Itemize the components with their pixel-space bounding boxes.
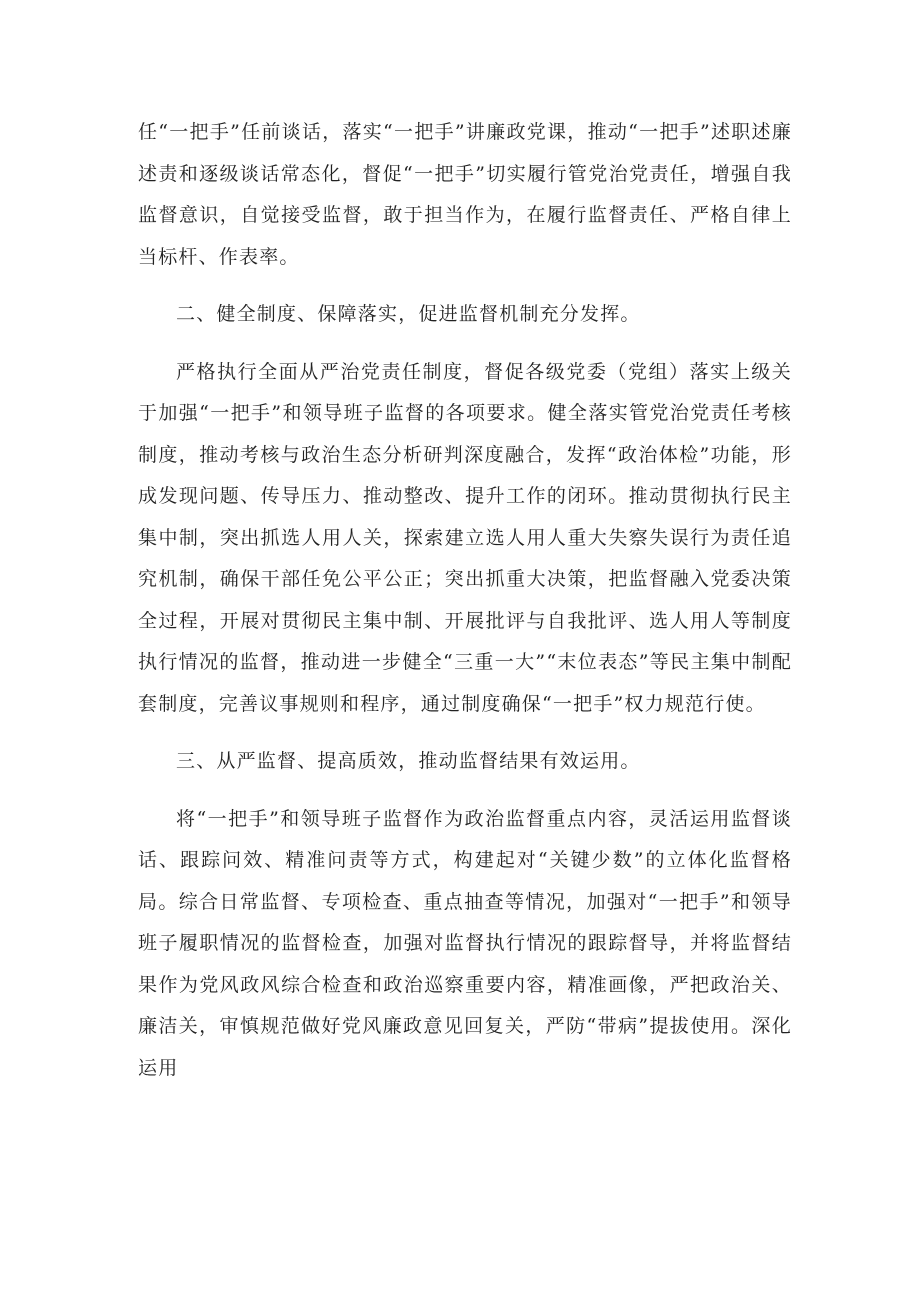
paragraph-gap: [138, 783, 792, 799]
paragraph-gap: [138, 278, 792, 294]
paragraph-gap: [138, 725, 792, 741]
document-body: [138, 112, 792, 1089]
section-heading-3: 三、从严监督、提高质效，推动监督结果有效运用。: [176, 750, 641, 772]
paragraph-gap: [138, 336, 792, 352]
paragraph-continuation: 任“一把手”任前谈话，落实“一把手”讲廉政党课，推动“一把手”述职述廉述责和逐级谈话常态化，督促“一把手”切实履行管党治党责任，增强自我监督意识，自觉接受监督，敢于担当作为，在履行监督责任、严格自律上当标杆、作表率。: [138, 121, 792, 268]
paragraph-body-2: 严格执行全面从严治党责任制度，督促各级党委（党组）落实上级关于加强“一把手”和领导班子监督的各项要求。健全落实管党治党责任考核制度，推动考核与政治生态分析研判深度融合，发挥“政治体检”功能，形成发现问题、传导压力、推动整改、提升工作的闭环。推动贯彻执行民主集中制，突出抓选人用人关，探索建立选人用人重大失察失误行为责任追究机制，确保干部任免公平公正；突出抓重大决策，把监督融入党委决策全过程，开展对贯彻民主集中制、开展批评与自我批评、选人用人等制度执行情况的监督，推动进一步健全“三重一大”“末位表态”等民主集中制配套制度，完善议事规则和程序，通过制度确保“一把手”权力规范行使。: [138, 360, 792, 715]
paragraph-body-3: 将“一把手”和领导班子监督作为政治监督重点内容，灵活运用监督谈话、跟踪问效、精准问责等方式，构建起对“关键少数”的立体化监督格局。综合日常监督、专项检查、重点抽查等情况，加强对“一把手”和领导班子履职情况的监督检查，加强对监督执行情况的跟踪督导，并将监督结果作为党风政风综合检查和政治巡察重要内容，精准画像，严把政治关、廉洁关，审慎规范做好党风廉政意见回复关，严防“带病”提拔使用。深化运用: [138, 807, 792, 1079]
section-heading-2: 二、健全制度、保障落实，促进监督机制充分发挥。: [176, 303, 641, 325]
